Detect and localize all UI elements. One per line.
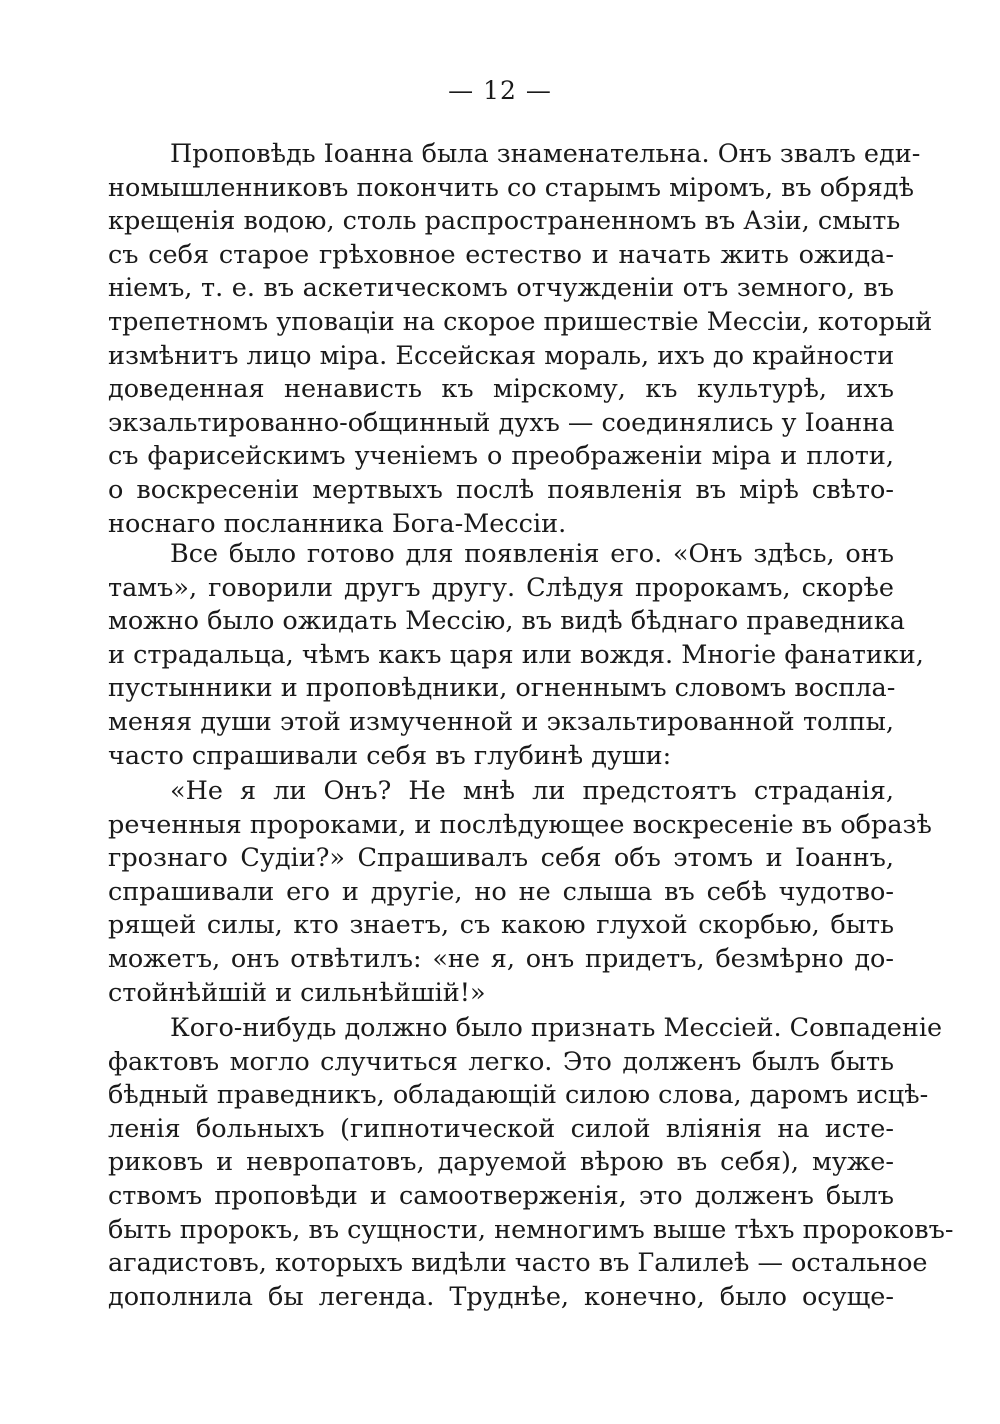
text-line: съ себя старое грѣховное естество и начать жить ожида-: [108, 239, 894, 270]
text-line: стойнѣйшій и сильнѣйшій!»: [108, 977, 486, 1008]
text-line: о воскресеніи мертвыхъ послѣ появленія въ мірѣ свѣто-: [108, 474, 894, 505]
paragraph-3: [108, 775, 932, 1010]
text-line: трепетномъ уповаціи на скорое пришествіе Мессіи, который: [108, 306, 933, 337]
text-line: Кого-нибудь должно было признать Мессіей. Совпаденіе: [170, 1013, 943, 1043]
page-number: — 12 —: [448, 76, 552, 105]
text-line: тамъ», говорили другъ другу. Слѣдуя пророкамъ, скорѣе: [108, 572, 894, 603]
text-line: ленія больныхъ (гипнотической силой вліянія на исте-: [108, 1113, 894, 1144]
text-line: носнаго посланника Бога-Мессіи.: [108, 508, 567, 539]
text-line: доведенная ненависть къ мірскому, къ культурѣ, ихъ: [108, 374, 894, 405]
text-line: съ фарисейскимъ ученіемъ о преображеніи міра и плоти,: [108, 441, 894, 472]
text-line: часто спрашивали себя въ глубинѣ души:: [108, 740, 672, 771]
text-line: измѣнитъ лицо міра. Ессейская мораль, ихъ до крайности: [108, 340, 895, 371]
text-line: дополнила бы легенда. Труднѣе, конечно, было осуще-: [108, 1281, 894, 1312]
text-line: рящей силы, кто знаетъ, съ какою глухой скорбью, быть: [108, 910, 894, 941]
text-line: грознаго Судіи?» Спрашивалъ себя объ этомъ и Іоаннъ,: [108, 843, 894, 874]
text-line: риковъ и невропатовъ, даруемой вѣрою въ себя), муже-: [108, 1147, 894, 1178]
text-line: можно было ожидать Мессію, въ видѣ бѣднаго праведника: [108, 606, 906, 637]
text-line: и страдальца, чѣмъ какъ царя или вождя. Многіе фанатики,: [108, 639, 924, 670]
text-line: Проповѣдь Іоанна была знаменательна. Онъ звалъ еди-: [170, 139, 921, 169]
text-line: бѣдный праведникъ, обладающій силою слова, даромъ исцѣ-: [108, 1080, 929, 1111]
text-line: можетъ, онъ отвѣтилъ: «не я, онъ придетъ, безмѣрно до-: [108, 943, 894, 974]
text-line: фактовъ могло случиться легко. Это долженъ былъ быть: [108, 1046, 894, 1077]
text-line: ствомъ проповѣди и самоотверженія, это долженъ былъ: [108, 1180, 894, 1211]
paragraph-4: [108, 1012, 954, 1314]
text-line: крещенія водою, столь распространенномъ въ Азіи, смыть: [108, 206, 901, 237]
text-line: меняя души этой измученной и экзальтированной толпы,: [108, 706, 894, 737]
text-line: номышленниковъ покончить со старымъ міромъ, въ обрядѣ: [108, 172, 914, 203]
text-line: ніемъ, т. е. въ аскетическомъ отчужденіи отъ земного, въ: [108, 273, 894, 304]
text-line: экзальтированно-общинный духъ — соединялись у Іоанна: [108, 407, 895, 438]
text-line: спрашивали его и другіе, но не слыша въ себѣ чудотво-: [108, 876, 894, 907]
text-line: пустынники и проповѣдники, огненнымъ словомъ воспла-: [108, 673, 896, 704]
text-line: «Не я ли Онъ? Не мнѣ ли предстоятъ страданія,: [170, 776, 894, 806]
text-line: быть пророкъ, въ сущности, немногимъ выше тѣхъ пророковъ-: [108, 1214, 954, 1245]
text-line: Все было готово для появленія его. «Онъ здѣсь, онъ: [170, 539, 894, 569]
paragraph-2: [108, 538, 924, 773]
paragraph-1: [108, 138, 933, 541]
text-line: реченныя пророками, и послѣдующее воскресеніе въ образѣ: [108, 809, 932, 840]
text-line: агадистовъ, которыхъ видѣли часто въ Галилеѣ — остальное: [108, 1248, 928, 1279]
